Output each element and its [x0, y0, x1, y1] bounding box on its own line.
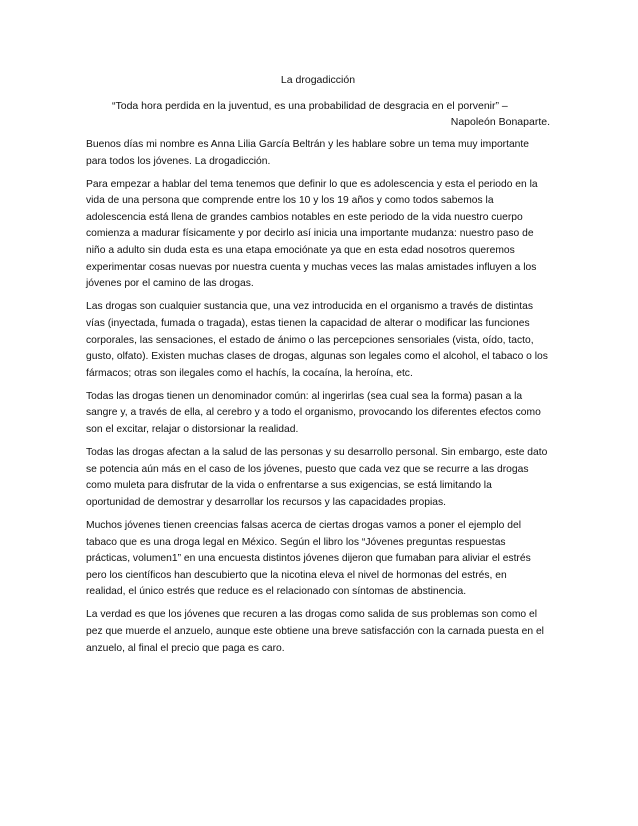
quote-author: Napoleón Bonaparte. [450, 116, 550, 128]
paragraph-drug-definition: Las drogas son cualquier sustancia que, una vez introducida en el organismo a través de distintas vías (inyectada, fumada o tragada), estas tienen la capacidad de alterar o modificar las funciones corporales, las sensaciones, el estado de ánimo o las percepciones sensoriales (vista, oído, tacto, gusto, olfato). Existen muchas clases de drogas, algunas son legales como el alcohol, el tabaco o los fármacos; otras son ilegales como el hachís, la cocaína, la heroína, etc. [86, 301, 548, 379]
paragraph-false-beliefs: Muchos jóvenes tienen creencias falsas acerca de ciertas drogas vamos a poner el ejemplo del tabaco que es una droga legal en México. Según el libro los “Jóvenes preguntas respuestas prácticas, volumen1” en una encuesta distintos jóvenes dijeron que fumaban para aliviar el estrés pero los científicos han descubierto que la nicotina eleva el nivel de hormonas del estrés, en realidad, el único estrés que reduce es el relacionado con síntomas de abstinencia. [86, 519, 531, 598]
quote-text: “Toda hora perdida en la juventud, es una probabilidad de desgracia en el porvenir” – [112, 100, 508, 112]
paragraph-intro: Buenos días mi nombre es Anna Lilia García Beltrán y les hablare sobre un tema muy importante para todos los jóvenes. La drogadicción. [86, 139, 529, 167]
paragraph-conclusion: La verdad es que los jóvenes que recuren a las drogas como salida de sus problemas son como el pez que muerde el anzuelo, aunque este obtiene una breve satisfacción con la carnada puesta en el anzuelo, al final el precio que paga es caro. [86, 609, 544, 654]
paragraph-adolescence: Para empezar a hablar del tema tenemos que definir lo que es adolescencia y esta el periodo en la vida de una persona que comprende entre los 10 y los 19 años y como todos sabemos la adolescencia está llena de grandes cambios notables en este periodo de la vida nuestro cuerpo comienza a madurar físicamente y por decirlo así inicia una importante mudanza: nuestro paso de niño a adulto sin duda esta es una etapa emociónate ya que en esta edad nosotros queremos experimentar cosas nuevas por nuestra cuenta y muchas veces las malas amistades influyen a los jóvenes por el camino de las drogas. [86, 178, 538, 290]
document-page [86, 0, 550, 826]
paragraph-health-impact: Todas las drogas afectan a la salud de las personas y su desarrollo personal. Sin embargo, este dato se potencia aún más en el caso de los jóvenes, puesto que cada vez que se recurre a las drogas como muleta para disfrutar de la vida o enfrentarse a sus exigencias, se está limitando la oportunidad de demostrar y desarrollar los recursos y las capacidades propias. [86, 447, 548, 508]
epigraph-quote [112, 98, 550, 130]
document-title: La drogadicción [280, 74, 356, 86]
document-body [86, 137, 548, 664]
paragraph-common-effects: Todas las drogas tienen un denominador común: al ingerirlas (sea cual sea la forma) pasan a la sangre y, a través de ella, al cerebro y a todo el organismo, provocando los diferentes efectos como son el excitar, relajar o distorsionar la realidad. [86, 390, 541, 435]
